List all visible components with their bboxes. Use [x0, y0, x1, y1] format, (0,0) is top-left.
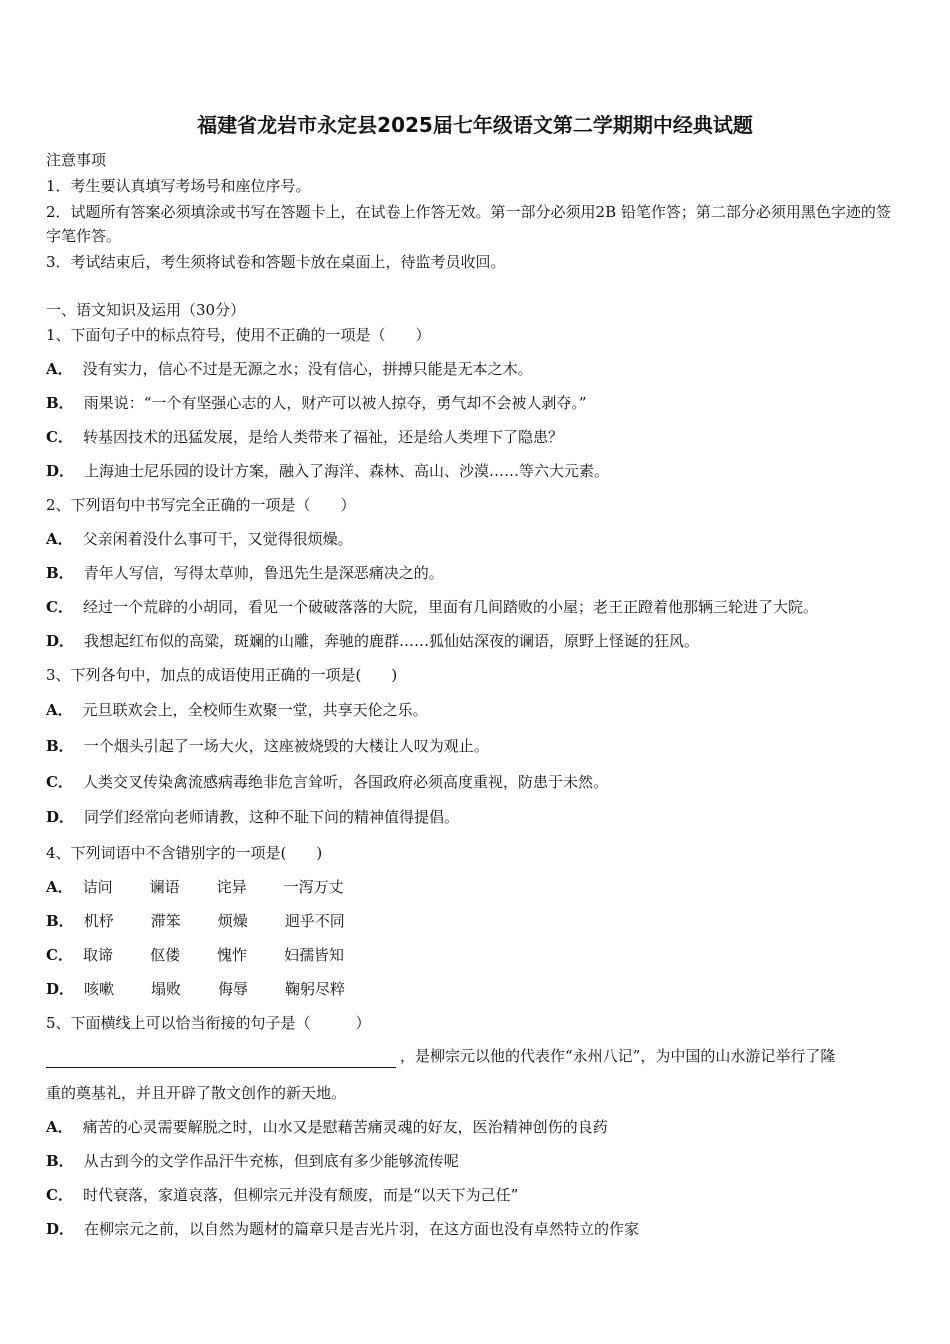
- option-text: 父亲闲着没什么事可干，又觉得很烦燥。: [82, 530, 353, 548]
- option-d[interactable]: [46, 1217, 639, 1241]
- option-a[interactable]: [46, 698, 428, 722]
- option-text: 经过一个荒辟的小胡同，看见一个破破落落的大院，里面有几间踏败的小屋；老王正蹬着他那辆三轮进了大院。: [82, 598, 818, 616]
- question-stem: 4、下列词语中不含错别字的一项是( ): [46, 844, 323, 862]
- question-stem: 1、下面句子中的标点符号，使用不正确的一项是（ ）: [46, 326, 431, 344]
- passage-line: [46, 1044, 835, 1068]
- option-text: 同学们经常向老师请教，这种不耻下问的精神值得提倡。: [84, 808, 460, 826]
- option-text: 在柳宗元之前，以自然为题材的篇章只是吉光片羽，在这方面也没有卓然特立的作家: [84, 1220, 640, 1238]
- option-letter: A．: [46, 530, 73, 548]
- option-letter: C．: [46, 428, 73, 446]
- word: 烦燥: [217, 912, 248, 930]
- option-letter: C．: [46, 946, 73, 964]
- option-letter: A．: [46, 701, 73, 719]
- word: 一泻万丈: [283, 878, 344, 896]
- question-stem: 2、下列语句中书写完全正确的一项是（ ）: [46, 496, 356, 514]
- passage-text: ，是柳宗元以他的代表作“永州八记”，为中国的山水游记举行了隆: [400, 1047, 836, 1065]
- option-letter: B．: [46, 912, 74, 930]
- option-letter: C．: [46, 598, 73, 616]
- option-letter: B．: [46, 394, 74, 412]
- word: 谰语: [149, 878, 180, 896]
- question-stem: 3、下列各句中，加点的成语使用正确的一项是( ): [46, 666, 398, 684]
- option-b[interactable]: [46, 1149, 459, 1173]
- option-letter: D．: [46, 462, 75, 480]
- word: 妇孺皆知: [283, 946, 344, 964]
- option-text: 人类交叉传染禽流感病毒绝非危言耸听，各国政府必须高度重视，防患于未然。: [82, 773, 608, 791]
- option-a[interactable]: [46, 875, 344, 899]
- option-letter: B．: [46, 737, 74, 755]
- note-item: 1．考生要认真填写考场号和座位序号。: [46, 177, 311, 195]
- option-text: 从古到今的文学作品汗牛充栋，但到底有多少能够流传呢: [83, 1152, 459, 1170]
- option-c[interactable]: [46, 943, 344, 967]
- note-item: 3．考试结束后，考生须将试卷和答题卡放在桌面上，待监考员收回。: [46, 253, 506, 271]
- option-d[interactable]: [46, 805, 459, 829]
- option-letter: D．: [46, 808, 75, 826]
- word: 伛偻: [149, 946, 180, 964]
- option-b[interactable]: [46, 561, 444, 585]
- notes-heading: 注意事项: [46, 151, 107, 169]
- word: 塌败: [151, 980, 182, 998]
- option-letter: A．: [46, 878, 73, 896]
- word: 侮辱: [218, 980, 249, 998]
- option-a[interactable]: [46, 357, 533, 381]
- option-text: 我想起红布似的高粱，斑斓的山雕，奔驰的鹿群……狐仙姑深夜的谰语，原野上怪诞的狂风。: [84, 632, 700, 650]
- option-c[interactable]: [46, 425, 563, 449]
- note-item: 2．试题所有答案必须填涂或书写在答题卡上，在试卷上作答无效。第一部分必须用2B 铅笔作答；第二部分必须用黑色字迹的签字笔作答。: [46, 203, 891, 245]
- passage-line: 重的奠基礼，并且开辟了散文创作的新天地。: [46, 1084, 347, 1102]
- word: 取谛: [82, 946, 113, 964]
- option-letter: D．: [46, 632, 75, 650]
- option-text: 没有实力，信心不过是无源之水；没有信心，拼搏只能是无本之木。: [82, 360, 533, 378]
- option-c[interactable]: [46, 595, 818, 619]
- page-title: 福建省龙岩市永定县2025届七年级语文第二学期期中经典试题: [197, 113, 753, 137]
- option-letter: A．: [46, 360, 73, 378]
- option-text: 青年人写信，写得太草帅，鲁迅先生是深恶痛决之的。: [83, 564, 444, 582]
- word: 诘问: [82, 878, 113, 896]
- option-a[interactable]: [46, 1115, 608, 1139]
- word: 机杼: [83, 912, 114, 930]
- answer-blank[interactable]: [46, 1049, 396, 1068]
- option-letter: B．: [46, 564, 74, 582]
- option-letter: A．: [46, 1118, 73, 1136]
- option-c[interactable]: [46, 1183, 518, 1207]
- option-text: 元旦联欢会上，全校师生欢聚一堂，共享天伦之乐。: [82, 701, 428, 719]
- option-d[interactable]: [46, 977, 345, 1001]
- option-d[interactable]: [46, 629, 699, 653]
- option-letter: B．: [46, 1152, 74, 1170]
- option-letter: C．: [46, 1186, 73, 1204]
- option-b[interactable]: [46, 391, 587, 415]
- option-b[interactable]: [46, 909, 345, 933]
- option-text: 上海迪士尼乐园的设计方案，融入了海洋、森林、高山、沙漠……等六大元素。: [84, 462, 610, 480]
- option-text: 雨果说：“一个有坚强心志的人，财产可以被人掠夺，勇气却不会被人剥夺。”: [83, 394, 587, 412]
- option-a[interactable]: [46, 527, 353, 551]
- word: 诧异: [216, 878, 247, 896]
- question-stem: 5、下面横线上可以恰当衔接的句子是（ ）: [46, 1014, 371, 1032]
- option-letter: D．: [46, 1220, 75, 1238]
- word: 鞠躬尽粹: [285, 980, 346, 998]
- option-letter: D．: [46, 980, 75, 998]
- section-heading: 一、语文知识及运用（30分）: [46, 301, 246, 319]
- word: 愧怍: [216, 946, 247, 964]
- option-text: 时代衰落，家道哀落，但柳宗元并没有颓废，而是“以天下为己任”: [82, 1186, 519, 1204]
- option-letter: C．: [46, 773, 73, 791]
- option-text: 一个烟头引起了一场大火，这座被烧毁的大楼让人叹为观止。: [83, 737, 489, 755]
- word: 迥乎不同: [284, 912, 345, 930]
- word: 咳嗽: [84, 980, 115, 998]
- option-c[interactable]: [46, 770, 608, 794]
- option-text: 转基因技术的迅猛发展，是给人类带来了福祉，还是给人类埋下了隐患？: [82, 428, 563, 446]
- word: 滞笨: [150, 912, 181, 930]
- option-d[interactable]: [46, 459, 609, 483]
- option-text: 痛苦的心灵需要解脱之时，山水又是慰藉苦痛灵魂的好友，医治精神创伤的良药: [82, 1118, 608, 1136]
- option-b[interactable]: [46, 734, 489, 758]
